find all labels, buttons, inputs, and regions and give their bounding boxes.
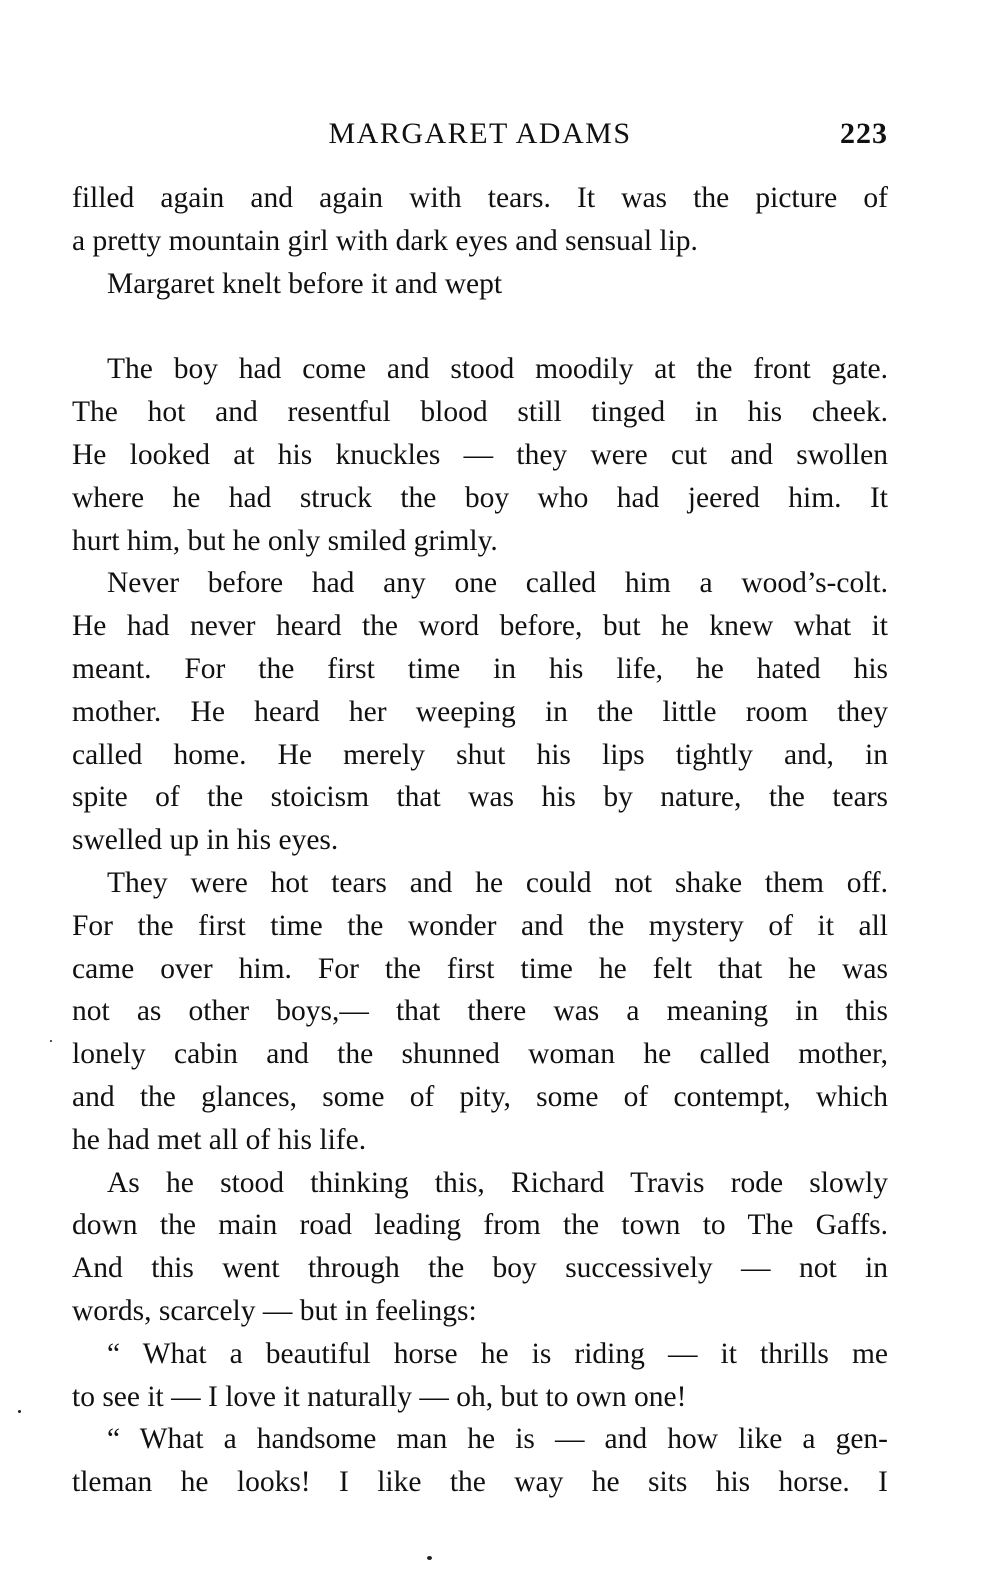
- scan-speck: [427, 1556, 432, 1560]
- text-line: For the first time the wonder and the mystery of it all: [72, 909, 888, 942]
- text-line: As he stood thinking this, Richard Travis rode slowly: [107, 1166, 888, 1199]
- text-line: words, scarcely — but in feelings:: [72, 1294, 477, 1327]
- text-line: Never before had any one called him a wood’s-colt.: [107, 567, 888, 600]
- text-line: and the glances, some of pity, some of contempt, which: [72, 1080, 888, 1113]
- text-line: lonely cabin and the shunned woman he called mother,: [72, 1038, 888, 1071]
- text-line: They were hot tears and he could not shake them off.: [107, 866, 888, 899]
- page-number: 223: [840, 117, 888, 150]
- running-head: [72, 112, 888, 156]
- text-line: He looked at his knuckles — they were cut and swollen: [72, 438, 888, 471]
- text-line: filled again and again with tears. It was the picture of: [72, 182, 888, 214]
- text-line: “ What a handsome man he is — and how like a gen-: [107, 1423, 888, 1456]
- text-line: called home. He merely shut his lips tightly and, in: [72, 738, 888, 771]
- text-line: tleman he looks! I like the way he sits his horse. I: [72, 1466, 888, 1499]
- text-line: spite of the stoicism that was his by nature, the tears: [72, 781, 888, 814]
- text-line: a pretty mountain girl with dark eyes and sensual lip.: [72, 224, 698, 257]
- text-line: not as other boys,— that there was a meaning in this: [72, 995, 888, 1028]
- text-line: The boy had come and stood moodily at the front gate.: [107, 353, 888, 386]
- text-line: The hot and resentful blood still tinged in his cheek.: [72, 396, 888, 429]
- text-line: “ What a beautiful horse he is riding — it thrills me: [107, 1337, 888, 1370]
- text-line: down the main road leading from the town to The Gaffs.: [72, 1209, 888, 1242]
- running-title: MARGARET ADAMS: [328, 117, 632, 150]
- scan-speck: [18, 1410, 21, 1413]
- scan-speck: [50, 1040, 52, 1042]
- section-break: [72, 305, 888, 348]
- text-line: came over him. For the first time he felt that he was: [72, 952, 888, 985]
- text-line: hurt him, but he only smiled grimly.: [72, 524, 498, 557]
- text-line: He had never heard the word before, but he knew what it: [72, 610, 888, 643]
- text-line: mother. He heard her weeping in the little room they: [72, 695, 888, 728]
- text-line: Margaret knelt before it and wept: [107, 267, 503, 300]
- body-text: [72, 177, 888, 1504]
- text-line: meant. For the first time in his life, he hated his: [72, 652, 888, 685]
- text-line: where he had struck the boy who had jeered him. It: [72, 481, 888, 514]
- text-line: to see it — I love it naturally — oh, but to own one!: [72, 1380, 687, 1413]
- text-line: swelled up in his eyes.: [72, 824, 339, 857]
- text-line: he had met all of his life.: [72, 1123, 367, 1156]
- text-line: And this went through the boy successively — not in: [72, 1252, 888, 1285]
